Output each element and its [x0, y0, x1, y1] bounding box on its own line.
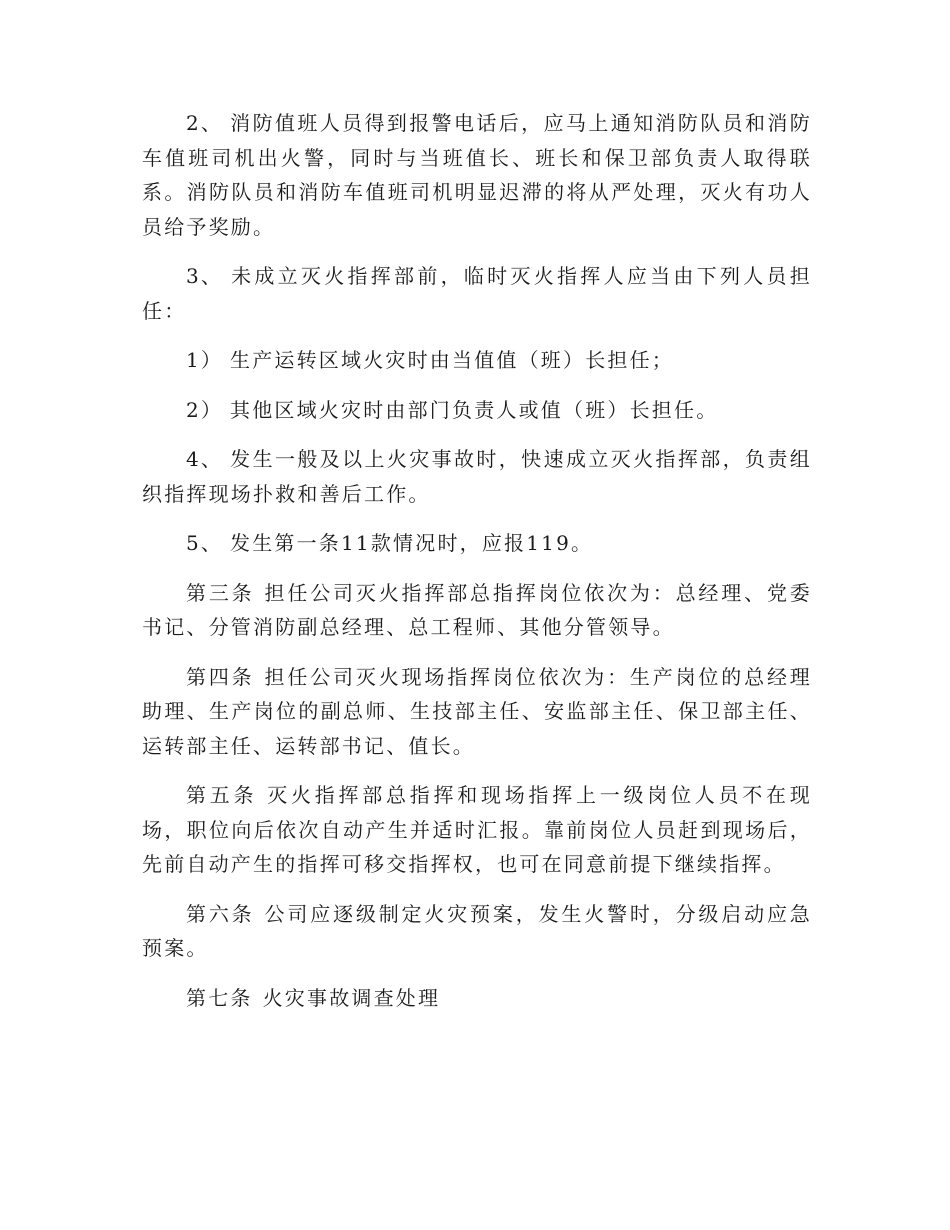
item-number: 1）: [186, 348, 224, 372]
paragraph-item-5: [142, 526, 812, 561]
article-text: 公司应逐级制定火灾预案，发生火警时，分级启动应急预案。: [142, 901, 812, 960]
paragraph-item-4: [142, 442, 812, 511]
article-label: 第七条: [186, 985, 253, 1010]
article-3: [142, 576, 812, 645]
item-number: 2）: [186, 397, 224, 422]
item-number: 5、: [186, 531, 224, 555]
item-number: 3、: [186, 264, 224, 288]
paragraph-text: 发生一般及以上火灾事故时，快速成立灭火指挥部，负责组织指挥现场扑救和善后工作。: [142, 447, 812, 506]
paragraph-text: 未成立灭火指挥部前，临时灭火指挥人应当由下列人员担任：: [142, 264, 812, 323]
article-text: 担任公司灭火现场指挥岗位依次为：生产岗位的总经理助理、生产岗位的副总师、生技部主任、安监部主任、保卫部主任、运转部主任、运转部书记、值长。: [142, 664, 812, 758]
article-label: 第四条: [186, 664, 255, 689]
document-page: [142, 106, 812, 1030]
paragraph-text: 生产运转区域火灾时由当值值（班）长担任；: [230, 348, 674, 372]
item-number: 4、: [186, 447, 224, 471]
paragraph-text: 其他区域火灾时由部门负责人或值（班）长担任。: [230, 397, 719, 422]
paragraph-text: 发生第一条11款情况时，应报119。: [230, 531, 594, 555]
article-5: [142, 778, 812, 882]
article-label: 第六条: [186, 901, 255, 926]
paragraph-item-3: [142, 259, 812, 328]
article-text: 火灾事故调查处理: [262, 985, 441, 1010]
sub-item-1: [142, 343, 812, 378]
article-7: [142, 981, 812, 1016]
sub-item-2: [142, 393, 812, 428]
item-number: 2、: [186, 111, 224, 135]
paragraph-text: 消防值班人员得到报警电话后，应马上通知消防队员和消防车值班司机出火警，同时与当班值长、班长和保卫部负责人取得联系。消防队员和消防车值班司机明显迟滞的将从严处理，灭火有功人员给予奖励。: [142, 111, 812, 239]
paragraph-item-2: [142, 106, 812, 244]
article-4: [142, 660, 812, 764]
article-label: 第三条: [186, 580, 255, 605]
article-text: 灭火指挥部总指挥和现场指挥上一级岗位人员不在现场，职位向后依次自动产生并适时汇报。靠前岗位人员赶到现场后，先前自动产生的指挥可移交指挥权，也可在同意前提下继续指挥。: [142, 783, 812, 876]
article-label: 第五条: [186, 783, 258, 807]
article-6: [142, 897, 812, 966]
article-text: 担任公司灭火指挥部总指挥岗位依次为：总经理、党委书记、分管消防副总经理、总工程师、其他分管领导。: [142, 580, 812, 639]
